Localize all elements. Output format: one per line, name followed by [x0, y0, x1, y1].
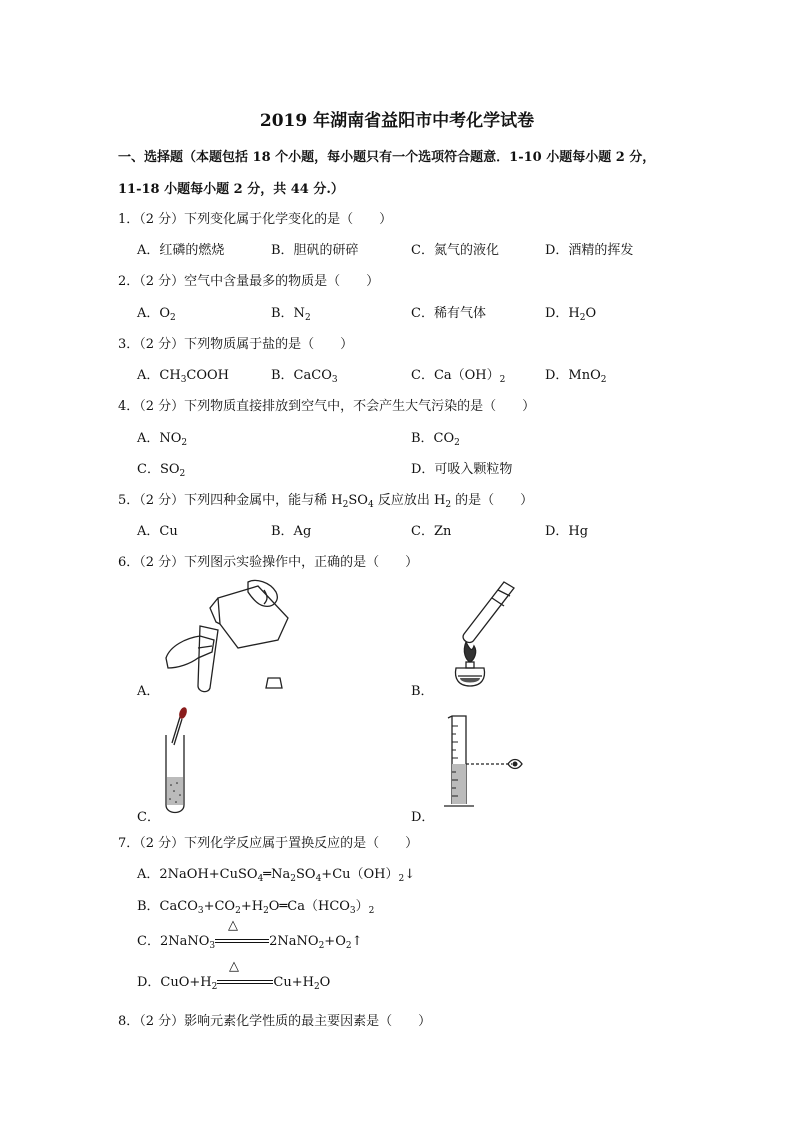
question-6-stem: 6．（2 分）下列图示实验操作中，正确的是（ ） — [118, 555, 419, 570]
question-8-stem: 8．（2 分）影响元素化学性质的最主要因素是（ ） — [118, 1014, 432, 1029]
q7-d-heat-condition: △ — [229, 959, 239, 974]
q5-option-b: B．Ag — [271, 524, 312, 539]
q1-option-d: D．酒精的挥发 — [545, 243, 634, 258]
pouring-liquid-illustration — [160, 578, 300, 693]
q5-option-c: C．Zn — [411, 524, 452, 539]
page-title: 2019 年湖南省益阳市中考化学试卷 — [259, 111, 535, 131]
question-4-stem: 4．（2 分）下列物质直接排放到空气中，不会产生大气污染的是（ ） — [118, 399, 536, 414]
q7-option-a: A．$2NaOH+CuSO_4═Na_2SO_4+Cu(OH)_2↓$ — [137, 867, 416, 884]
q5-option-d: D．Hg — [545, 524, 589, 539]
q7-c-heat-condition: △ — [228, 918, 238, 933]
section-heading-line1: 一、选择题（本题包括 18 个小题，每小题只有一个选项符合题意．1-10 小题每小题 2 分， — [118, 150, 656, 165]
q1-option-b: B．胆矾的研碎 — [271, 243, 359, 258]
question-5-stem: 5．（2 分）下列四种金属中，能与稀 $H_2SO_4$ 反应放出 $H_2$ 的是（ ） — [118, 493, 534, 510]
heating-test-tube-illustration — [440, 578, 530, 693]
q3-option-d: D．MnO$_2$ — [545, 368, 607, 385]
q7-option-d: D．$CuO+H_2$ $Cu+H_2O$ — [137, 975, 331, 992]
q4-option-c: C．$SO_2$ — [137, 462, 186, 479]
q1-option-a: A．红磷的燃烧 — [137, 243, 225, 258]
section-heading-line2: 11-18 小题每小题 2 分，共 44 分.） — [118, 182, 344, 197]
q4-option-a: A．$NO_2$ — [137, 431, 188, 448]
q5-option-a: A．Cu — [137, 524, 178, 539]
q3-option-b: B．CaCO$_3$ — [271, 368, 338, 385]
q6-option-c-label: C． — [137, 810, 160, 825]
q2-option-b: B．$N_2$ — [271, 306, 311, 323]
q2-option-c: C．稀有气体 — [411, 306, 486, 321]
question-7-stem: 7．（2 分）下列化学反应属于置换反应的是（ ） — [118, 836, 419, 851]
question-1-stem: 1．（2 分）下列变化属于化学变化的是（ ） — [118, 212, 393, 227]
q4-option-b: B．$CO_2$ — [411, 431, 460, 448]
q7-option-c: C．2NaNO$_3$ $2NaNO_2+O_2↑$ — [137, 934, 363, 951]
question-3-stem: 3．（2 分）下列物质属于盐的是（ ） — [118, 337, 354, 352]
q3-option-a: A．$CH_3COOH$ — [137, 368, 230, 385]
q6-option-a-label: A． — [137, 684, 160, 699]
q2-option-a: A．$O_2$ — [137, 306, 176, 323]
q4-option-d: D．可吸入颗粒物 — [411, 462, 513, 477]
q2-option-d: D．$H_2O$ — [545, 306, 597, 323]
question-2-stem: 2．（2 分）空气中含量最多的物质是（ ） — [118, 274, 380, 289]
q7-option-b: B．$CaCO_3+CO_2+H_2O═Ca(HCO_3)_2$ — [137, 899, 375, 916]
q6-option-b-label: B． — [411, 684, 434, 699]
dropper-in-test-tube-illustration — [158, 705, 198, 815]
q6-option-d-label: D． — [411, 810, 435, 825]
q3-option-c: C．$Ca(OH)_2$ — [411, 368, 506, 385]
graduated-cylinder-reading-illustration — [440, 712, 530, 812]
q1-option-c: C．氮气的液化 — [411, 243, 499, 258]
